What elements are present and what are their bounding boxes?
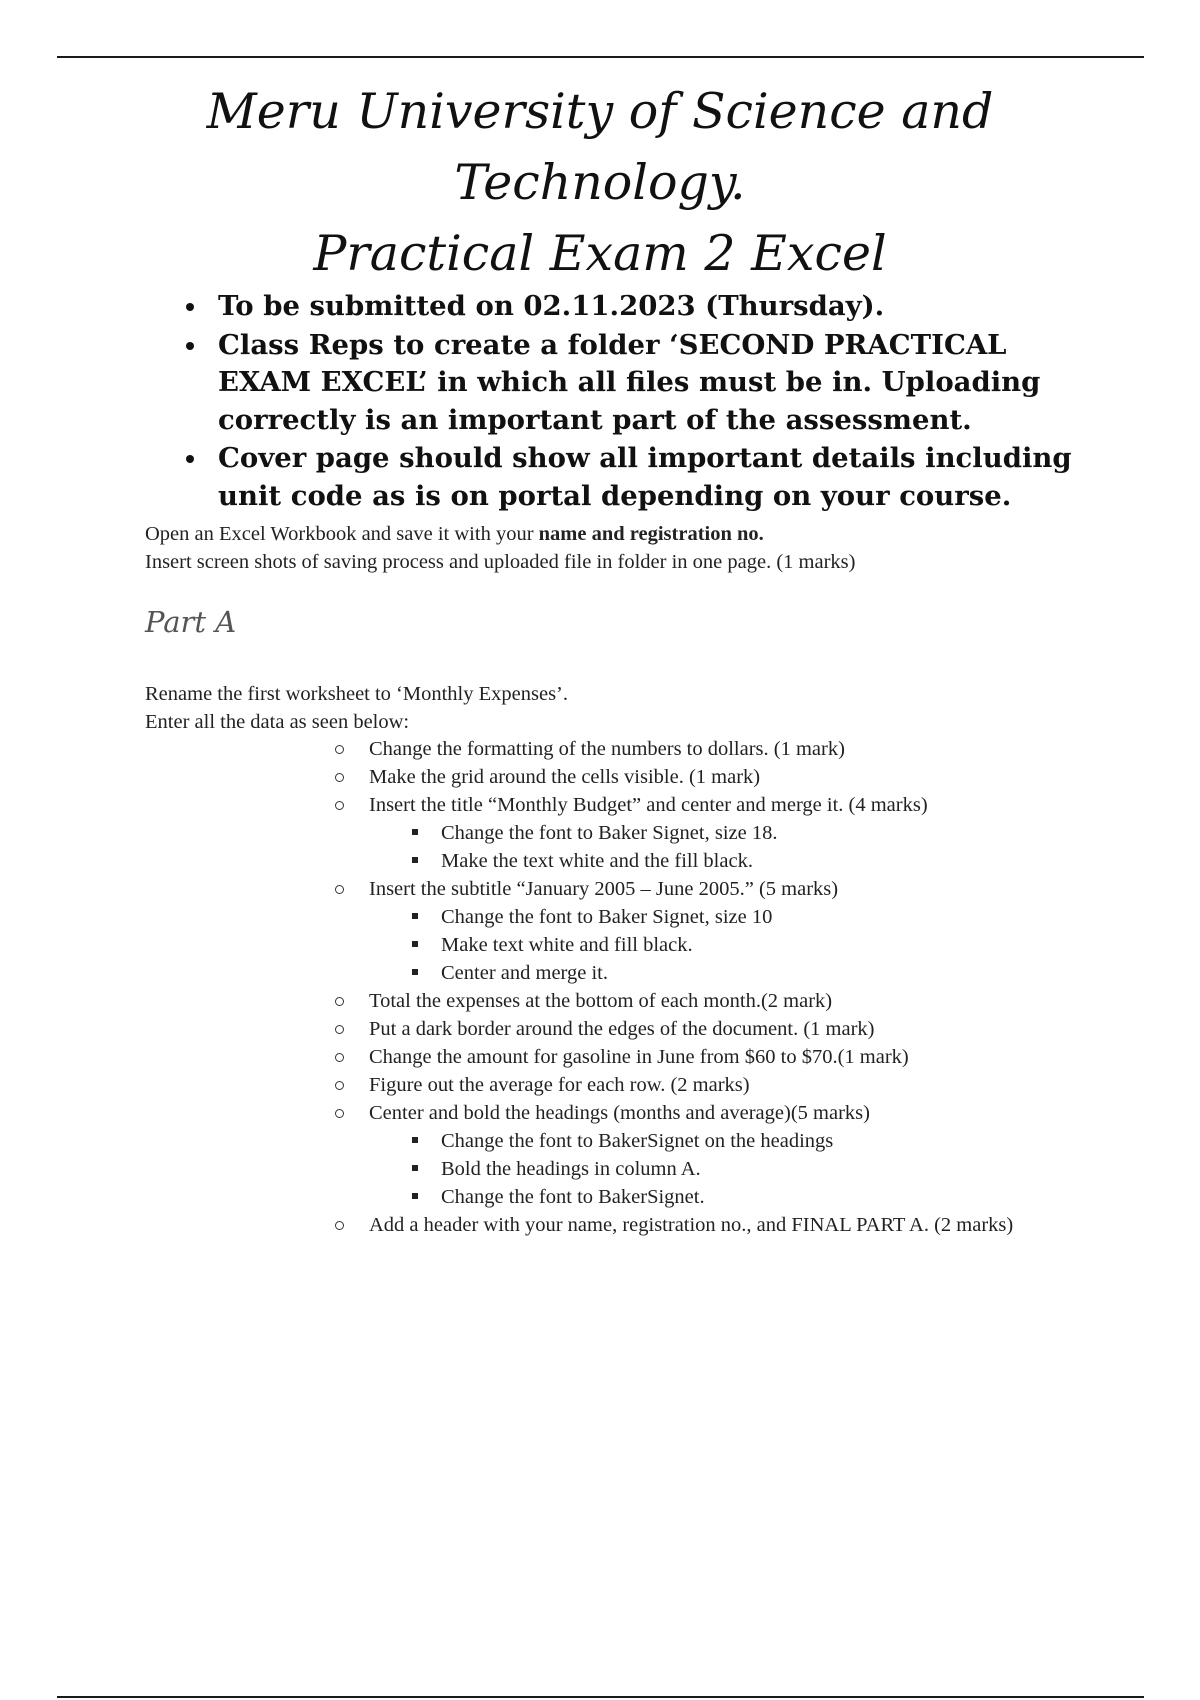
instruction-line: Rename the first worksheet to ‘Monthly Expenses’. xyxy=(145,683,569,705)
subtask-item: Change the font to Baker Signet, size 18. xyxy=(441,819,1089,847)
task-text: Center and bold the headings (months and average)(5 marks) xyxy=(369,1102,870,1124)
instruction-line: Enter all the data as seen below: xyxy=(145,711,410,733)
notice-item: To be submitted on 02.11.2023 (Thursday). xyxy=(218,288,1098,326)
task-item xyxy=(369,987,1089,1015)
task-item xyxy=(369,875,1089,987)
task-item xyxy=(369,791,1089,875)
subtask-item: Change the font to Baker Signet, size 10 xyxy=(441,903,1089,931)
task-item xyxy=(369,735,1089,763)
subtask-item: Make text white and fill black. xyxy=(441,931,1089,959)
task-text: Total the expenses at the bottom of each month.(2 mark) xyxy=(369,990,833,1012)
notice-list xyxy=(218,288,1098,516)
intro-line xyxy=(145,520,855,548)
instructions xyxy=(145,680,568,736)
task-item xyxy=(369,1015,1089,1043)
task-text: Change the formatting of the numbers to dollars. (1 mark) xyxy=(369,738,845,760)
task-item xyxy=(369,1211,1089,1239)
task-text: Figure out the average for each row. (2 marks) xyxy=(369,1074,750,1096)
notice-item: Cover page should show all important details including unit code as is on portal depending on your course. xyxy=(218,440,1098,515)
intro-bold-text: name and registration no. xyxy=(538,523,764,545)
task-text: Insert the subtitle “January 2005 – June 2005.” (5 marks) xyxy=(369,878,839,900)
subtask-item: Bold the headings in column A. xyxy=(441,1155,1089,1183)
task-text: Add a header with your name, registration no., and FINAL PART A. (2 marks) xyxy=(369,1214,1014,1236)
intro-line: Insert screen shots of saving process and uploaded file in folder in one page. (1 marks) xyxy=(145,551,856,573)
subtask-item: Change the font to BakerSignet. xyxy=(441,1183,1089,1211)
top-rule xyxy=(57,56,1144,58)
subtask-item: Change the font to BakerSignet on the headings xyxy=(441,1127,1089,1155)
title-line: Meru University of Science and xyxy=(206,83,994,140)
subtask-item: Center and merge it. xyxy=(441,959,1089,987)
intro-paragraph xyxy=(145,520,855,576)
intro-text: Open an Excel Workbook and save it with your xyxy=(145,523,539,545)
task-text: Put a dark border around the edges of the document. (1 mark) xyxy=(369,1018,875,1040)
task-item xyxy=(369,1043,1089,1071)
task-item xyxy=(369,1071,1089,1099)
task-text: Insert the title “Monthly Budget” and center and merge it. (4 marks) xyxy=(369,794,928,816)
subtask-list xyxy=(369,903,1089,987)
task-item xyxy=(369,763,1089,791)
subtask-item: Make the text white and the fill black. xyxy=(441,847,1089,875)
bottom-rule xyxy=(57,1696,1144,1698)
title-line: Practical Exam 2 Excel xyxy=(313,225,887,282)
task-text: Change the amount for gasoline in June from $60 to $70.(1 mark) xyxy=(369,1046,909,1068)
notice-item: Class Reps to create a folder ‘SECOND PRACTICAL EXAM EXCEL’ in which all files must be in. Uploading correctly is an important part of the assessment. xyxy=(218,327,1098,440)
task-item xyxy=(369,1099,1089,1211)
subtask-list xyxy=(369,1127,1089,1211)
task-list xyxy=(369,735,1089,1239)
title-line: Technology. xyxy=(454,154,746,211)
task-text: Make the grid around the cells visible. (1 mark) xyxy=(369,766,761,788)
subtask-list xyxy=(369,819,1089,875)
document-title xyxy=(0,76,1200,289)
part-heading: Part A xyxy=(145,605,237,639)
